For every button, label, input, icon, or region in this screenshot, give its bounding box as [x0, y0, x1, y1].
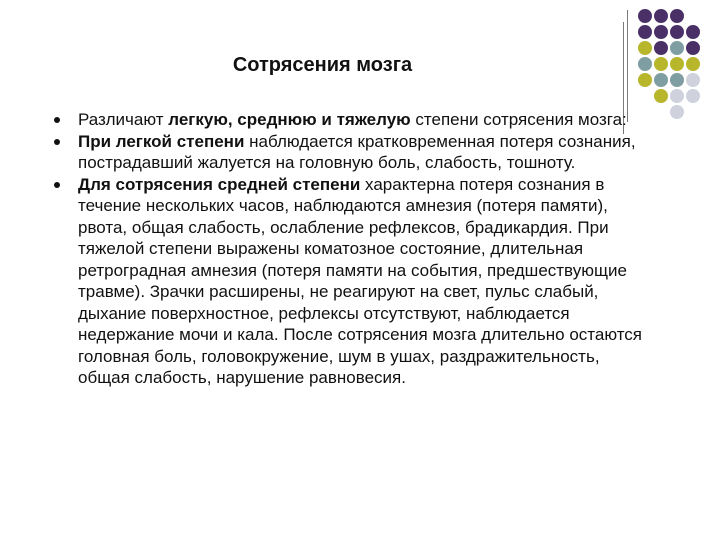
decor-dot	[670, 73, 684, 87]
list-item	[54, 131, 654, 174]
decor-dot	[654, 73, 668, 87]
decor-dot	[686, 105, 700, 119]
decor-dot	[654, 41, 668, 55]
decor-dot	[638, 25, 652, 39]
decor-dot	[654, 9, 668, 23]
decor-dot	[686, 73, 700, 87]
decor-dot	[654, 57, 668, 71]
decor-dot	[670, 25, 684, 39]
decor-dot	[670, 89, 684, 103]
bullet-list	[54, 109, 654, 389]
decor-dot	[670, 57, 684, 71]
bullet-dot	[54, 117, 60, 123]
decor-dot	[638, 89, 652, 103]
decor-dot	[686, 9, 700, 23]
decor-dot	[670, 9, 684, 23]
decor-dot	[638, 41, 652, 55]
list-item	[54, 174, 654, 389]
decor-dot	[686, 57, 700, 71]
item-text: Различают	[78, 110, 169, 129]
item-text: степени сотрясения мозга:	[410, 110, 627, 129]
decor-dot-grid	[637, 8, 701, 120]
slide-title: Сотрясения мозга	[232, 54, 413, 76]
decor-dot	[686, 25, 700, 39]
decor-dot	[686, 89, 700, 103]
item-text: характерна потеря сознания в течение нескольких часов, наблюдаются амнезия (потеря памяти), рвота, общая слабость, ослабление рефлексов, брадикардия. При тяжелой степени выражены коматозное состояние, длительная ретроградная амнезия (потеря памяти на события, предшествующие травме). Зрачки расширены, не реагируют на свет, пульс слабый, дыхание поверхностное, рефлексы отсутствуют, наблюдается недержание мочи и кала. После сотрясения мозга длительно остаются головная боль, головокружение, шум в ушах, раздражительность, общая слабость, нарушение равновесия.	[78, 174, 642, 387]
decor-dot	[686, 41, 700, 55]
item-bold-text: Для сотрясения средней степени	[78, 174, 361, 194]
bullet-dot	[54, 139, 60, 145]
decor-dot	[670, 105, 684, 119]
list-item	[54, 109, 654, 131]
decor-dot	[638, 9, 652, 23]
item-text: наблюдается кратковременная потеря сознания, пострадавший жалуется на головную боль, слабость, тошноту.	[78, 131, 636, 172]
item-bold-text: При легкой степени	[78, 131, 245, 151]
item-bold-text: легкую, среднюю и тяжелую	[168, 110, 411, 129]
bullet-dot	[54, 182, 60, 188]
decor-dot	[654, 105, 668, 119]
decor-dot	[654, 25, 668, 39]
decor-dot	[670, 41, 684, 55]
decor-dot	[654, 89, 668, 103]
